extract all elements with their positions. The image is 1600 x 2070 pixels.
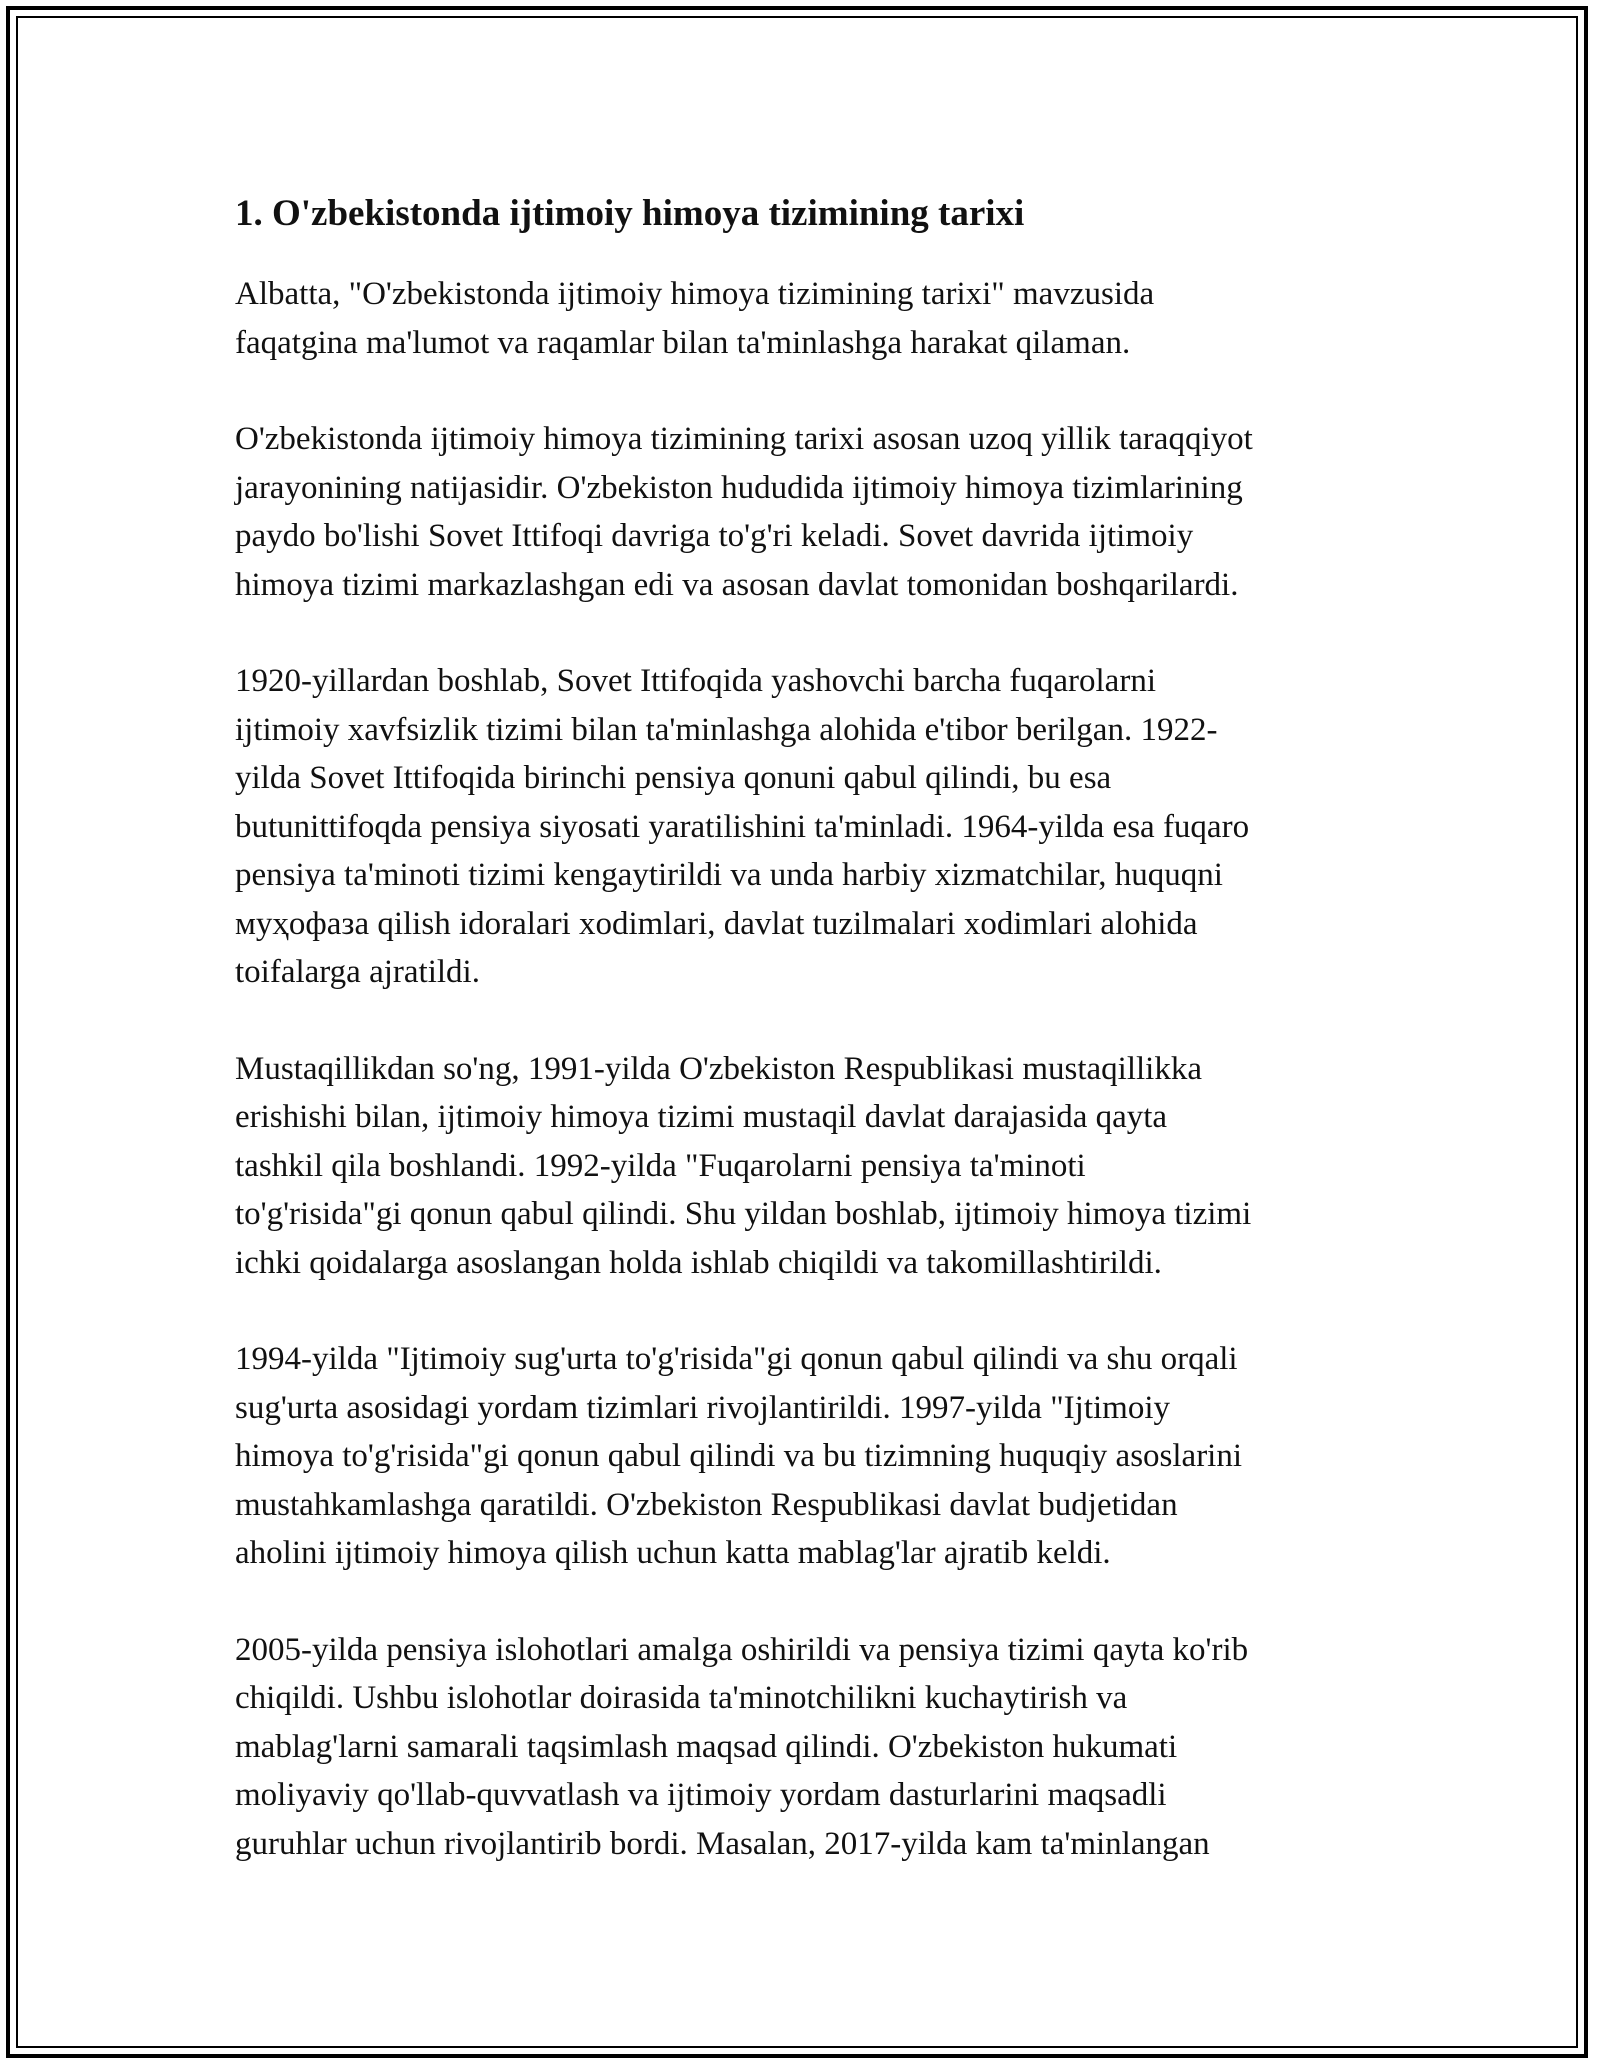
text-line: 2005-yilda pensiya islohotlari amalga oshirildi va pensiya tizimi qayta ko'rib (235, 1631, 1249, 1668)
text-line: guruhlar uchun rivojlantirib bordi. Masalan, 2017-yilda kam ta'minlangan (235, 1825, 1210, 1862)
text-line: aholini ijtimoiy himoya qilish uchun katta mablag'lar ajratib keldi. (235, 1535, 1111, 1571)
text-line: erishishi bilan, ijtimoiy himoya tizimi mustaqil davlat darajasida qayta (235, 1099, 1168, 1135)
text-line: himoya to'g'risida"gi qonun qabul qilindi va bu tizimning huquqiy asoslarini (235, 1438, 1243, 1474)
text-line: O'zbekistonda ijtimoiy himoya tizimining tarixi asosan uzoq yillik taraqqiyot (235, 421, 1253, 457)
paragraph (235, 1335, 1385, 1578)
section-heading: 1. O'zbekistonda ijtimoiy himoya tizimining tarixi (235, 193, 1025, 234)
paragraph (235, 415, 1385, 609)
paragraph-list (235, 270, 1385, 1868)
paragraph (235, 657, 1385, 997)
text-line: муҳофаза qilish idoralari xodimlari, davlat tuzilmalari xodimlari alohida (235, 905, 1198, 942)
text-line: 1920-yillardan boshlab, Sovet Ittifoqida yashovchi barcha fuqarolarni (235, 663, 1156, 699)
text-line: ichki qoidalarga asoslangan holda ishlab chiqildi va takomillashtirildi. (235, 1244, 1162, 1281)
text-line: yilda Sovet Ittifoqida birinchi pensiya qonuni qabul qilindi, bu esa (235, 760, 1112, 796)
paragraph (235, 1626, 1385, 1869)
text-line: ijtimoiy xavfsizlik tizimi bilan ta'minlashga alohida e'tibor berilgan. 1922- (235, 711, 1218, 748)
text-line: sug'urta asosidagi yordam tizimlari rivojlantirildi. 1997-yilda "Ijtimoiy (235, 1389, 1171, 1426)
text-line: chiqildi. Ushbu islohotlar doirasida ta'minotchilikni kuchaytirish va (235, 1680, 1128, 1716)
text-line: 1994-yilda "Ijtimoiy sug'urta to'g'risida"gi qonun qabul qilindi va shu orqali (235, 1341, 1238, 1377)
text-line: paydo bo'lishi Sovet Ittifoqi davriga to'g'ri keladi. Sovet davrida ijtimoiy (235, 518, 1194, 554)
text-line: faqatgina ma'lumot va raqamlar bilan ta'minlashga harakat qilaman. (235, 324, 1131, 361)
paragraph (235, 270, 1385, 367)
text-line: moliyaviy qo'llab-quvvatlash va ijtimoiy yordam dasturlarini maqsadli (235, 1777, 1167, 1813)
text-line: Mustaqillikdan so'ng, 1991-yilda O'zbekiston Respublikasi mustaqillikka (235, 1050, 1202, 1087)
text-line: mustahkamlashga qaratildi. O'zbekiston Respublikasi davlat budjetidan (235, 1486, 1178, 1523)
text-line: to'g'risida"gi qonun qabul qilindi. Shu yildan boshlab, ijtimoiy himoya tizimi (235, 1196, 1252, 1232)
text-line: tashkil qila boshlandi. 1992-yilda "Fuqarolarni pensiya ta'minoti (235, 1147, 1086, 1184)
text-line: himoya tizimi markazlashgan edi va asosan davlat tomonidan boshqarilardi. (235, 566, 1239, 603)
text-line: Albatta, "O'zbekistonda ijtimoiy himoya tizimining tarixi" mavzusida (235, 276, 1155, 312)
text-line: butunittifoqda pensiya siyosati yaratilishini ta'minladi. 1964-yilda esa fuqaro (235, 808, 1250, 845)
paragraph (235, 1045, 1385, 1288)
text-line: mablag'larni samarali taqsimlash maqsad qilindi. O'zbekiston hukumati (235, 1728, 1178, 1765)
text-line: pensiya ta'minoti tizimi kengaytirildi va unda harbiy xizmatchilar, huquqni (235, 857, 1223, 893)
text-line: jarayonining natijasidir. O'zbekiston hududida ijtimoiy himoya tizimlarining (235, 469, 1243, 506)
document-body (235, 188, 1385, 1916)
text-line: toifalarga ajratildi. (235, 954, 480, 990)
